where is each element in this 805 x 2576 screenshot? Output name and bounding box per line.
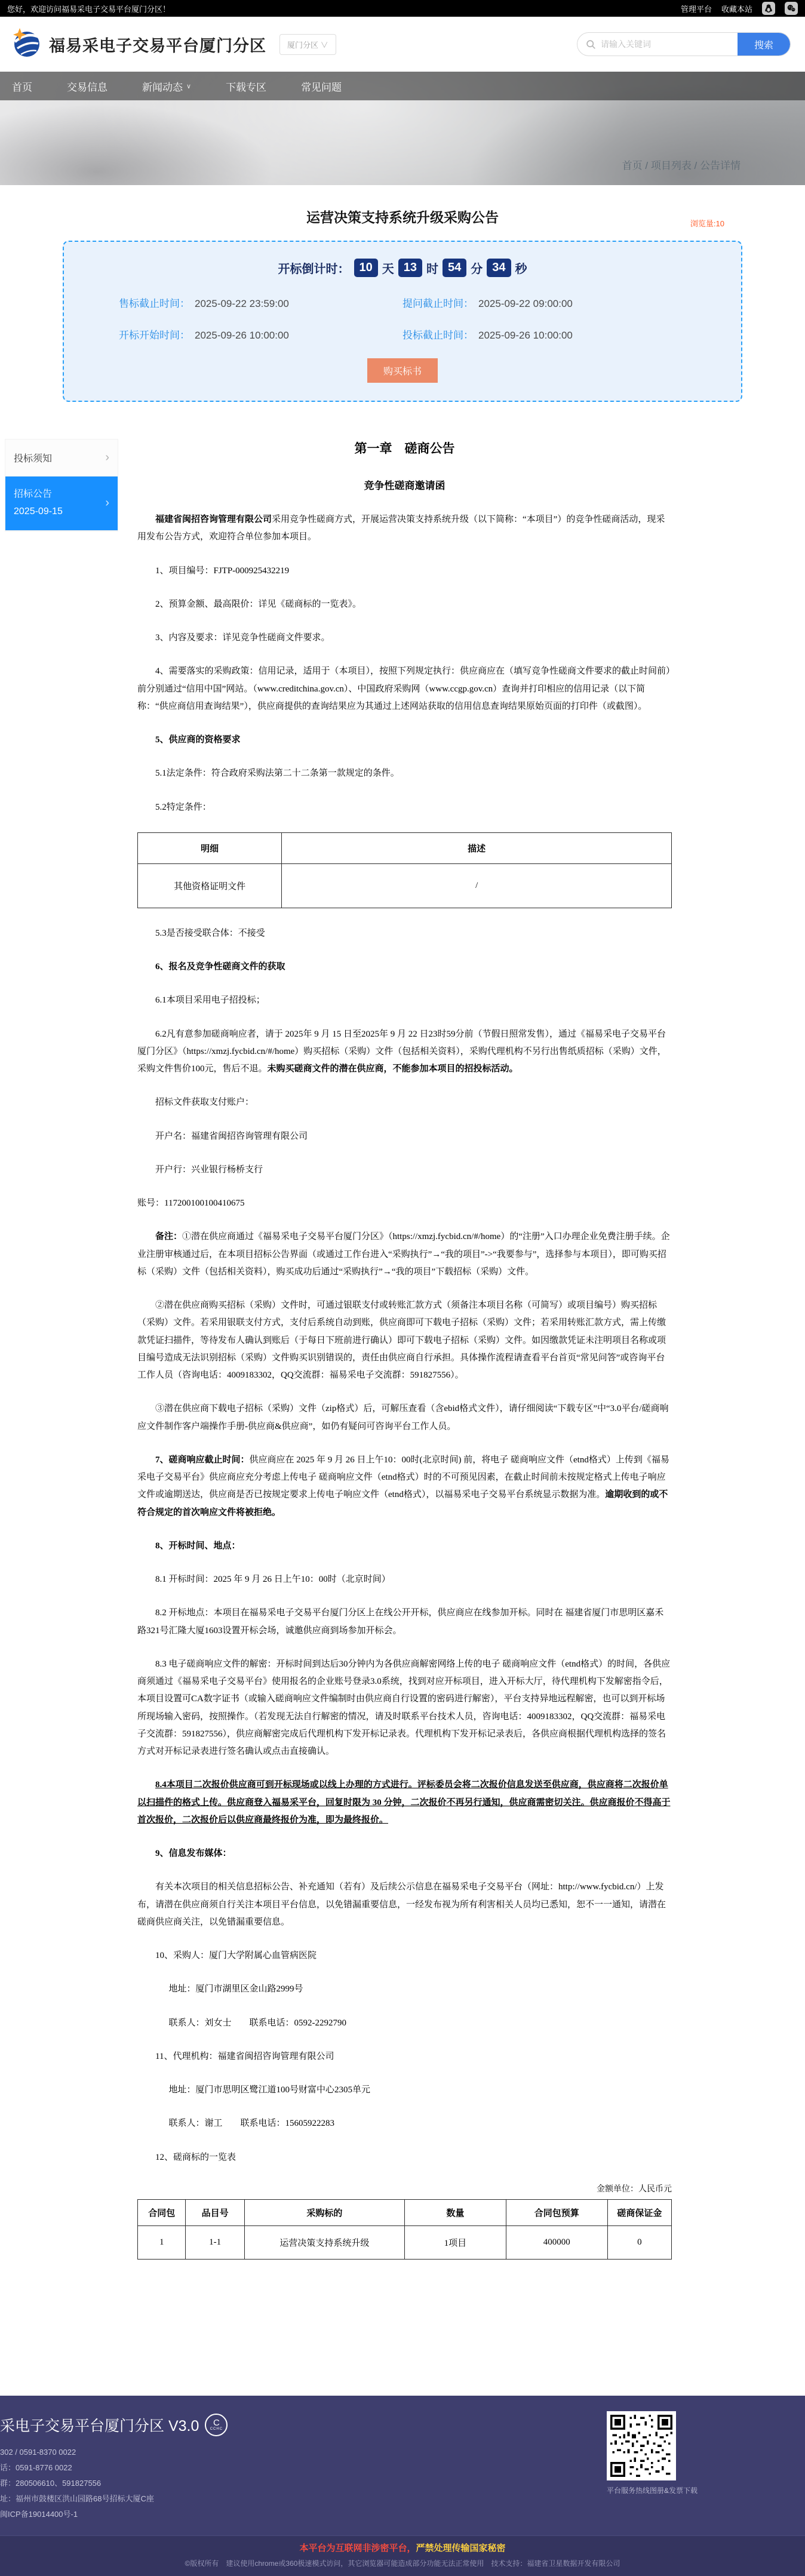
search-input[interactable]	[596, 33, 738, 56]
qr-label: 平台服务热线图册&发票下载	[606, 2486, 698, 2495]
open-start-time: 开标开始时间： 2025-09-26 10:00:00	[119, 330, 289, 341]
footer-address-line: 址：福州市鼓楼区洪山园路68号招标大厦C座	[0, 2494, 154, 2503]
countdown-seconds: 34	[487, 259, 511, 277]
doc-paragraph: 8.3 电子磋商响应文件的解密：开标时间到达后30分钟内为各供应商解密网络上传的电子 磋商响应文件（etnd格式）的时间，各供应商须通过《福易采电子交易平台》使用报名的企业账号登录3.0系统，找到对应开标项目，进入开标大厅，待代理机构下发解密指令后，本项目设置可CA数字证书（或输入磋商响应文件编制时由供应商自行设置的密码进行解密），平台支持异地远程解密，也可以到开标场所现场输入密码，按照操作。（若发现无法自行解密的情况，请及时联系平台技术人员，咨询电话：4009183302，QQ交流群：福易采电子交流群：591827556），供应商解密完成后代理机构下发开标记录表。代理机构下发开标记录表后，各供应商根据代理机构选择的签名方式对开标记录表进行签名确认或点击直接确认。	[137, 1659, 671, 1756]
doc-paragraph: 账号：117200100100410675	[137, 1198, 245, 1208]
sidebar	[5, 439, 118, 531]
doc-paragraph: 6.1本项目采用电子招投标；	[155, 995, 265, 1006]
doc-paragraph: 有关本次项目的相关信息招标公告、补充通知（若有）及后续公示信息在福易采电子交易平台（网址：http://www.fycbid.cn/）上发布，请潜在供应商须自行关注本项目平台信息，以免错漏重要信息，一经发布视为所有利害相关人员均已悉知，恕不一一通知，请潜在磋商供应商关注，以免错漏重要信息。	[137, 1882, 666, 1927]
doc-paragraph: 1、项目编号：FJTP-000925432219	[155, 565, 290, 576]
countdown-panel: 开标倒计时： 10 天 13 时 54 分 34 秒 售标截止时间： 2025-09-22 23:59:00 提问截止时间： 2025-09-22 09:00:00 开标开始时间： 2025-09-26 10:00:00 投标截止时间： 2025-09-26 10:00:00 购买标书	[63, 241, 742, 402]
invite-title: 竞争性磋商邀请函	[364, 480, 445, 491]
banner-image	[0, 72, 805, 185]
table-row: 其他资格证明文件 /	[138, 863, 672, 908]
search-icon	[586, 39, 596, 50]
countdown-days: 10	[354, 259, 378, 277]
wechat-icon[interactable]	[785, 2, 798, 15]
nav-downloads[interactable]: 下载专区	[226, 81, 267, 93]
welcome-text: 您好，欢迎访问福易采电子交易平台厦门分区！	[7, 4, 171, 14]
site-header	[0, 17, 805, 72]
countdown-minutes: 54	[443, 259, 466, 277]
doc-paragraph: 3、内容及要求：详见竞争性磋商文件要求。	[155, 633, 330, 643]
page-title: 运营决策支持系统升级采购公告	[306, 210, 499, 225]
announcement-document	[137, 439, 672, 2260]
footer-hotline-line: 话：0591-8776 0022	[0, 2463, 72, 2472]
doc-paragraph: 开户行：兴业银行杨桥支行	[155, 1164, 263, 1175]
doc-paragraph: 11、代理机构：福建省闽招咨询管理有限公司	[155, 2051, 334, 2061]
doc-paragraph: 8.1 开标时间：2025 年 9 月 26 日上午10：00时（北京时间）	[155, 1575, 391, 1584]
sidebar-item-bid-announcement[interactable]: 招标公告 2025-09-15 ›	[5, 477, 118, 531]
doc-heading: 8、开标时间、地点：	[155, 1541, 241, 1551]
notice-title-area	[0, 185, 805, 235]
doc-paragraph: 12、磋商标的一览表	[155, 2152, 236, 2162]
sale-deadline: 售标截止时间： 2025-09-22 23:59:00	[119, 298, 289, 309]
qr-code	[607, 2411, 676, 2480]
doc-paragraph: 2、预算金额、最高限价：详见《磋商标的一览表》。	[155, 599, 362, 609]
search-button[interactable]: 搜索	[738, 32, 790, 56]
qualification-table: 明细 描述 其他资格证明文件 /	[137, 832, 672, 908]
footer-strip	[0, 2535, 805, 2576]
nav-home[interactable]: 首页	[12, 81, 32, 93]
doc-paragraph: 8.4本项目二次报价供应商可到开标现场或以线上办理的方式进行。评标委员会将二次报价信息发送至供应商，供应商将二次报价单以扫描件的格式上传。供应商登入福易采平台，回复时限为 30 分钟，二次报价不再另行通知，供应商需密切关注。供应商报价不得高于首次报价，二次报价后以供应商最终报价为准，即为最终报价。	[137, 1780, 671, 1825]
chevron-right-icon: ›	[105, 451, 109, 464]
doc-heading: 6、报名及竞争性磋商文件的获取	[155, 962, 285, 972]
doc-paragraph: 地址：厦门市湖里区金山路2999号	[168, 1984, 303, 1994]
doc-paragraph: 福建省闽招咨询管理有限公司采用竞争性磋商方式，开展运营决策支持系统升级（以下简称：“本项目”）的竞争性磋商活动，现采用发布公告方式，欢迎符合单位参加本项目。	[137, 515, 665, 542]
doc-paragraph: 联系人：谢工 联系电话：15605922283	[168, 2119, 335, 2129]
site-title: 福易采电子交易平台厦门分区	[49, 36, 266, 55]
chevron-right-icon: ›	[105, 496, 109, 510]
nav-news[interactable]: 新闻动态 ∨	[142, 81, 192, 93]
main-nav	[0, 72, 805, 100]
region-selector[interactable]: 厦门分区 ∨	[279, 34, 336, 55]
doc-heading: 5、供应商的资格要求	[155, 735, 241, 745]
bid-deadline: 投标截止时间： 2025-09-26 10:00:00	[402, 330, 573, 341]
site-logo	[11, 27, 42, 62]
doc-paragraph: 联系人：刘女士 联系电话：0592-2292790	[168, 2018, 346, 2028]
doc-paragraph: 4、需要落实的采购政策：信用记录，适用于（本项目），按照下列规定执行：供应商应在（填写竞争性磋商文件要求的截止时间前）前分别通过“信用中国”网站。（www.creditchina.gov.cn）、中国政府采购网（www.ccgp.gov.cn）查询并打印相应的信用记录（以下简称：“供应商信用查询结果”），供应商提供的查询结果应为其通过上述网站获取的信用信息查询结果原始页面的打印件（或截图）。	[137, 666, 671, 711]
doc-paragraph: 开户名：福建省闽招咨询管理有限公司	[155, 1131, 308, 1141]
chapter-title: 第一章 磋商公告	[354, 441, 455, 456]
doc-paragraph: 备注：①潜在供应商通过《福易采电子交易平台厦门分区》（https://xmzj.fycbid.cn/#/home）的“注册”入口办理企业免费注册手续。企业注册审核通过后，在本项目招标公告界面（或通过工作台进入“采购执行”→“我的项目”->“我要参与”，选择参与本项目），即可购买招标（采购）文件（包括相关资料），购买成功后通过“采购执行”→“我的项目”下载招标（采购）文件。	[137, 1232, 670, 1277]
doc-paragraph: 7、磋商响应截止时间：供应商应在 2025 年 9 月 26 日上午10：00时(北京时间) 前，将电子 磋商响应文件（etnd格式）上传到《福易采电子交易平台》供应商应充分考虑上传电子 磋商响应文件（etnd格式）时的不可预见因素，在截止时间前未按规定格式上传电子响应文件或逾期送达，供应商是否已按规定要求上传电子响应文件（etnd格式），以福易采电子交易平台系统显示数据为准。逾期收到的或不符合规定的首次响应文件将被拒绝。	[137, 1455, 669, 1517]
views-count: 浏览量:10	[690, 219, 724, 228]
security-warning: 本平台为互联网非涉密平台，严禁处理传输国家秘密	[299, 2543, 506, 2553]
topbar	[0, 0, 805, 17]
doc-paragraph: 5.1法定条件：符合政府采购法第二十二条第一款规定的条件。	[155, 769, 400, 779]
doc-paragraph: 10、采购人：厦门大学附属心血管病医院	[155, 1951, 317, 1960]
favorite-site-link[interactable]: 收藏本站	[721, 4, 752, 14]
doc-paragraph: ③潜在供应商下载电子招标（采购）文件（zip格式）后，可解压查看（含ebid格式文件），请仔细阅读“下载专区”中“3.0平台/磋商响应文件制作客户端操作手册-供应商&供应商”，如仍有疑问可咨询平台工作人员。	[137, 1404, 669, 1431]
buy-bid-document-button[interactable]: 购买标书	[367, 358, 438, 383]
table-row: 1 1-1 运营决策支持系统升级 1项目 400000 0	[138, 2225, 672, 2259]
lots-table: 合同包 品目号 采购标的 数量 合同包预算 磋商保证金 1 1-1 运营决策支持系统升级 1项目 400000 0	[137, 2199, 672, 2260]
question-deadline: 提问截止时间： 2025-09-22 09:00:00	[402, 298, 573, 309]
doc-paragraph: ②潜在供应商购买招标（采购）文件时，可通过银联支付或转账汇款方式（须备注本项目名称（可简写）或项目编号）购买招标（采购）文件。若采用银联支付方式，支付后系统自动到账，供应商即可下载电子招标（采购）文件；若采用转账汇款方式，需上传缴款凭证扫描件，等待发布人确认到账后（于每日下班前进行确认）即可下载电子招标（采购）文件。如因缴款凭证未注明项目名称或项目编号造成无法识别招标（采购）文件购买识别错误的，责任由供应商自行承担。具体操作流程请查看平台首页“常见问答”或咨询平台工作人员（咨询电话：4009183302，QQ交流群：福易采电子交流群：591827556）。	[137, 1301, 666, 1380]
doc-paragraph: 5.3是否接受联合体：不接受	[155, 928, 265, 938]
footer-phone-line: 302 / 0591-8370 0022	[0, 2447, 76, 2457]
currency-unit-note: 金额单位：人民币元	[597, 2184, 672, 2194]
admin-platform-link[interactable]: 管理平台	[680, 4, 712, 14]
doc-heading: 9、信息发布媒体：	[155, 1849, 232, 1858]
footer-qq-group-line: 群：280506610、591827556	[0, 2478, 102, 2488]
footer	[0, 2396, 805, 2576]
countdown-label: 开标倒计时：	[278, 263, 350, 276]
footer-brand: 采电子交易平台厦门分区 V3.0	[0, 2417, 199, 2434]
nav-faq[interactable]: 常见问题	[301, 81, 342, 93]
nav-trade-info[interactable]: 交易信息	[67, 81, 107, 93]
search-bar	[577, 32, 791, 56]
sidebar-item-bid-instructions[interactable]: 投标须知 ›	[5, 439, 118, 477]
doc-paragraph: 招标文件获取支付账户：	[155, 1098, 254, 1108]
icp-license-link[interactable]: 闽ICP备19014400号-1	[0, 2509, 78, 2519]
chevron-down-icon: ∨	[186, 82, 192, 90]
doc-paragraph: 8.2 开标地点：本项目在福易采电子交易平台厦门分区上在线公开开标，供应商应在线参加开标。同时在 福建省厦门市思明区嘉禾路321号汇隆大厦1603设置开标会场，诚邀供应商到场参加开标会。	[137, 1608, 664, 1636]
qq-icon[interactable]	[762, 2, 775, 15]
cchc-logo-icon: C CCHC	[205, 2414, 228, 2436]
doc-paragraph: 6.2凡有意参加磋商响应者，请于 2025年 9 月 15 日至2025年 9 月 22 日23时59分前（节假日照常发售），通过《福易采电子交易平台厦门分区》（https://xmzj.fycbid.cn/#/home）购买招标（采购）文件（包括相关资料），采购代理机构不另行出售纸质招标（采购）文件，采购文件售价100元，售后不退。未购买磋商文件的潜在供应商，不能参加本项目的招投标活动。	[137, 1029, 666, 1074]
doc-paragraph: 地址：厦门市思明区鹭江道100号财富中心2305单元	[168, 2085, 371, 2095]
countdown-hours: 13	[398, 259, 422, 277]
copyright-text: ©版权所有 建议使用chrome或360极速模式访问，其它浏览器可能造成部分功能无法正常使用 技术支持：福建省卫星数据开发有限公司	[185, 2559, 620, 2568]
doc-paragraph: 5.2特定条件：	[155, 802, 211, 812]
breadcrumb[interactable]: 首页 / 项目列表 / 公告详情	[622, 160, 741, 171]
